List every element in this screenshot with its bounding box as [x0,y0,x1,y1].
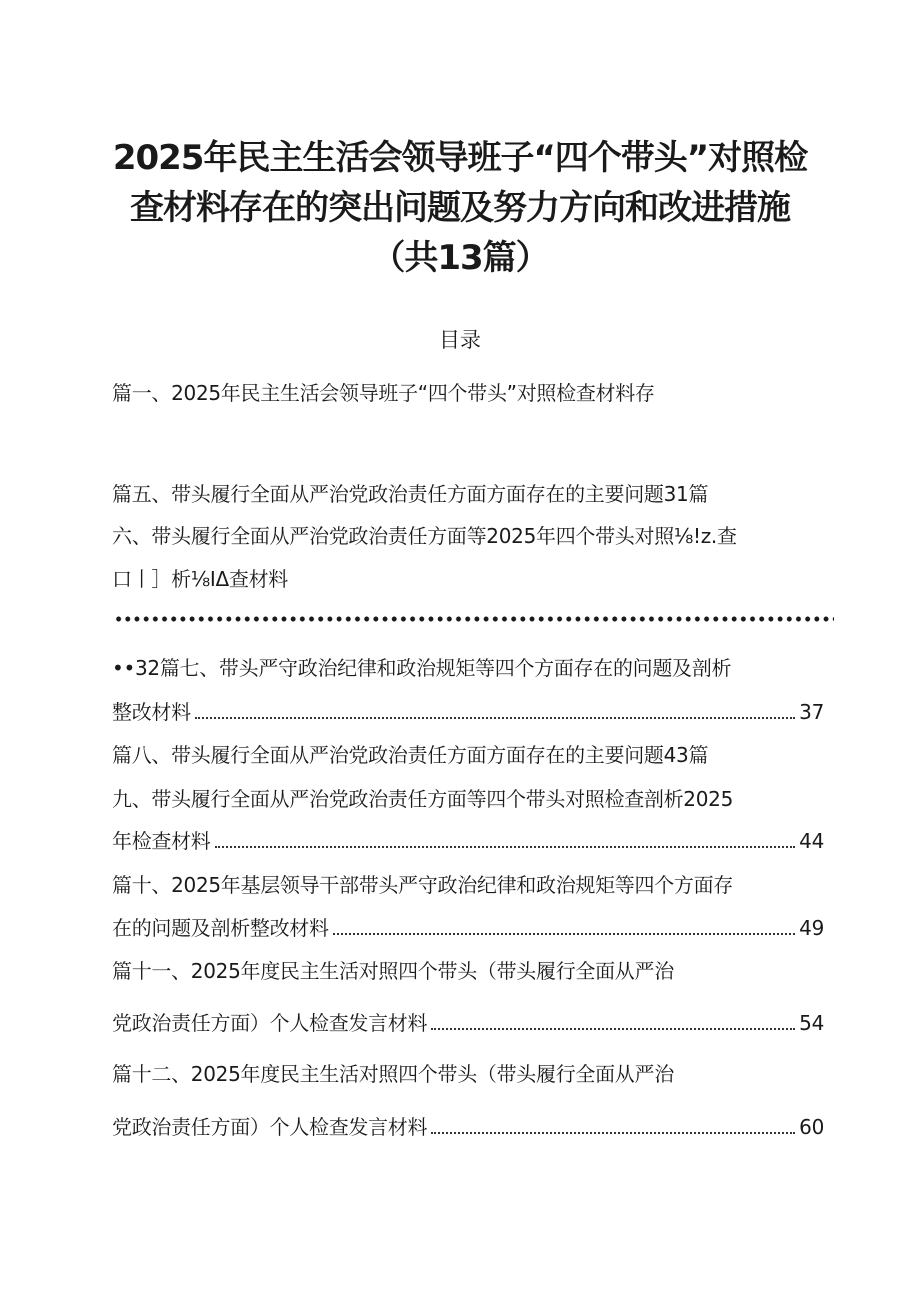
document-title-line-2: 查材料存在的突出问题及努力方向和改进措施 [130,188,790,228]
toc-entry-10-page: 49 [799,916,824,940]
toc-entry-12[interactable] [112,1112,824,1142]
toc-line-4: 口丨］析⅛ΙΔ查材料 [112,567,288,591]
toc-entry-7[interactable] [112,697,824,727]
dot-leader [114,616,834,622]
toc-line-3: 六、带头履行全面从严治党政治责任方面等2025年四个带头对照⅛!z.查 [112,524,737,548]
toc-entry-9[interactable] [112,826,824,856]
toc-entry-10-text: 在的问题及剖析整改材料 [112,916,329,940]
dot-leader [431,1132,795,1134]
toc-entry-12-text: 党政治责任方面）个人检查发言材料 [112,1115,428,1139]
toc-entry-9-text: 年检查材料 [112,829,211,853]
document-title-line-3: （共13篇） [371,238,549,278]
dot-leader [195,717,795,719]
toc-line-14: 篇十二、2025年度民主生活对照四个带头（带头履行全面从严治 [112,1062,674,1086]
toc-entry-9-page: 44 [799,829,824,853]
toc-heading: 目录 [439,328,481,352]
toc-line-2: 篇五、带头履行全面从严治党政治责任方面方面存在的主要问题31篇 [112,482,709,506]
toc-line-10: 篇十、2025年基层领导干部带头严守政治纪律和政治规矩等四个方面存 [112,873,733,897]
toc-entry-7-page: 37 [799,700,824,724]
dotted-separator [114,612,834,626]
toc-line-1: 篇一、2025年民主生活会领导班子“四个带头”对照检查材料存 [112,381,655,405]
dot-leader [333,933,795,935]
toc-line-7: 篇八、带头履行全面从严治党政治责任方面方面存在的主要问题43篇 [112,743,709,767]
toc-entry-12-page: 60 [799,1115,824,1139]
toc-line-12: 篇十一、2025年度民主生活对照四个带头（带头履行全面从严治 [112,959,674,983]
toc-entry-11[interactable] [112,1008,824,1038]
document-title-line-1: 2025年民主生活会领导班子“四个带头”对照检 [112,138,808,178]
toc-entry-11-text: 党政治责任方面）个人检查发言材料 [112,1011,428,1035]
toc-entry-7-text: 整改材料 [112,700,191,724]
dot-leader [431,1028,795,1030]
toc-entry-10[interactable] [112,913,824,943]
toc-line-8: 九、带头履行全面从严治党政治责任方面等四个带头对照检查剖析2025 [112,787,733,811]
toc-line-5: ••32篇七、带头严守政治纪律和政治规矩等四个方面存在的问题及剖析 [112,656,732,680]
dot-leader [215,846,796,848]
toc-entry-11-page: 54 [799,1011,824,1035]
